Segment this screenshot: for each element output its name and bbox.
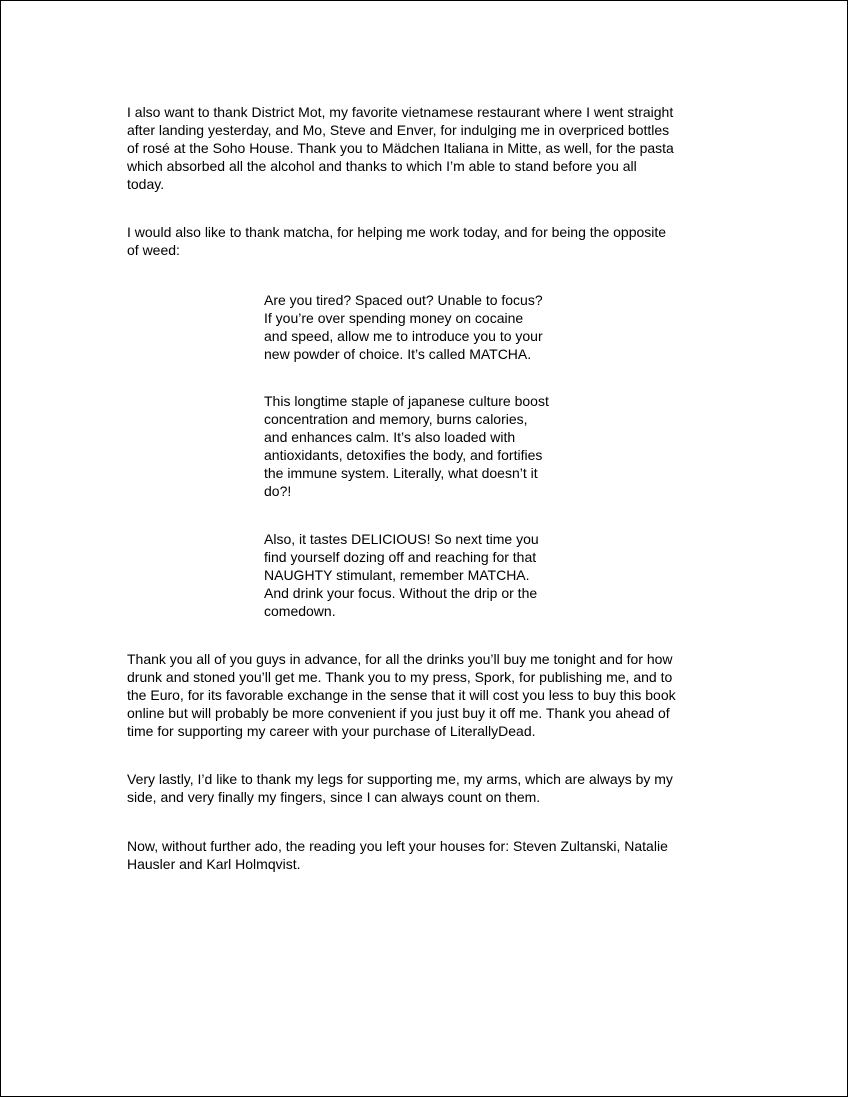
text-line: after landing yesterday, and Mo, Steve and Enver, for indulging me in overpriced bottles: [127, 122, 670, 138]
text-line: today.: [127, 176, 165, 192]
text-line: the immune system. Literally, what doesn’t it: [264, 465, 538, 481]
text-line: of rosé at the Soho House. Thank you to Mädchen Italiana in Mitte, as well, for the pasta: [127, 140, 674, 156]
text-line: This longtime staple of japanese culture boost: [264, 393, 549, 409]
text-line: If you’re over spending money on cocaine: [264, 310, 524, 326]
text-line: Now, without further ado, the reading you left your houses for: Steven Zultanski, Natalie: [127, 838, 668, 854]
text-line: time for supporting my career with your purchase of LiterallyDead.: [127, 723, 536, 739]
text-line: side, and very finally my fingers, since I can always count on them.: [127, 789, 541, 805]
text-line: concentration and memory, burns calories,: [264, 411, 528, 427]
text-line: Are you tired? Spaced out? Unable to focus?: [264, 292, 543, 308]
paragraph-thanks-matcha: [127, 223, 666, 259]
text-line: I would also like to thank matcha, for helping me work today, and for being the opposite: [127, 224, 667, 240]
text-line: I also want to thank District Mot, my favorite vietnamese restaurant where I went straight: [127, 104, 674, 120]
text-line: NAUGHTY stimulant, remember MATCHA.: [264, 567, 530, 583]
text-line: And drink your focus. Without the drip or the: [264, 585, 538, 601]
quote-paragraph-delicious: [264, 530, 539, 620]
paragraph-thanks-body: [127, 770, 673, 806]
text-line: antioxidants, detoxifies the body, and fortifies: [264, 447, 543, 463]
text-line: and enhances calm. It’s also loaded with: [264, 429, 516, 445]
text-line: drunk and stoned you’ll get me. Thank you to my press, Spork, for publishing me, and to: [127, 669, 673, 685]
paragraph-thanks-restaurants: [127, 103, 674, 193]
text-line: online but will probably be more convenient if you just buy it off me. Thank you ahead of: [127, 705, 670, 721]
text-line: new powder of choice. It’s called MATCHA.: [264, 346, 532, 362]
text-line: Hausler and Karl Holmqvist.: [127, 856, 301, 872]
text-line: Thank you all of you guys in advance, for all the drinks you’ll buy me tonight and for how: [127, 651, 673, 667]
text-line: and speed, allow me to introduce you to your: [264, 328, 543, 344]
text-line: Very lastly, I’d like to thank my legs for supporting me, my arms, which are always by my: [127, 771, 673, 787]
text-line: do?!: [264, 483, 292, 499]
paragraph-thanks-guests: [127, 650, 676, 740]
quote-paragraph-intro: [264, 291, 543, 363]
text-line: Also, it tastes DELICIOUS! So next time you: [264, 531, 539, 547]
text-line: which absorbed all the alcohol and thanks to which I’m able to stand before you all: [127, 158, 637, 174]
text-line: find yourself dozing off and reaching for that: [264, 549, 537, 565]
quote-paragraph-benefits: [264, 392, 549, 500]
text-line: comedown.: [264, 603, 336, 619]
text-line: of weed:: [127, 242, 180, 258]
paragraph-introduce-readers: [127, 837, 668, 873]
text-line: the Euro, for its favorable exchange in the sense that it will cost you less to buy this book: [127, 687, 676, 703]
